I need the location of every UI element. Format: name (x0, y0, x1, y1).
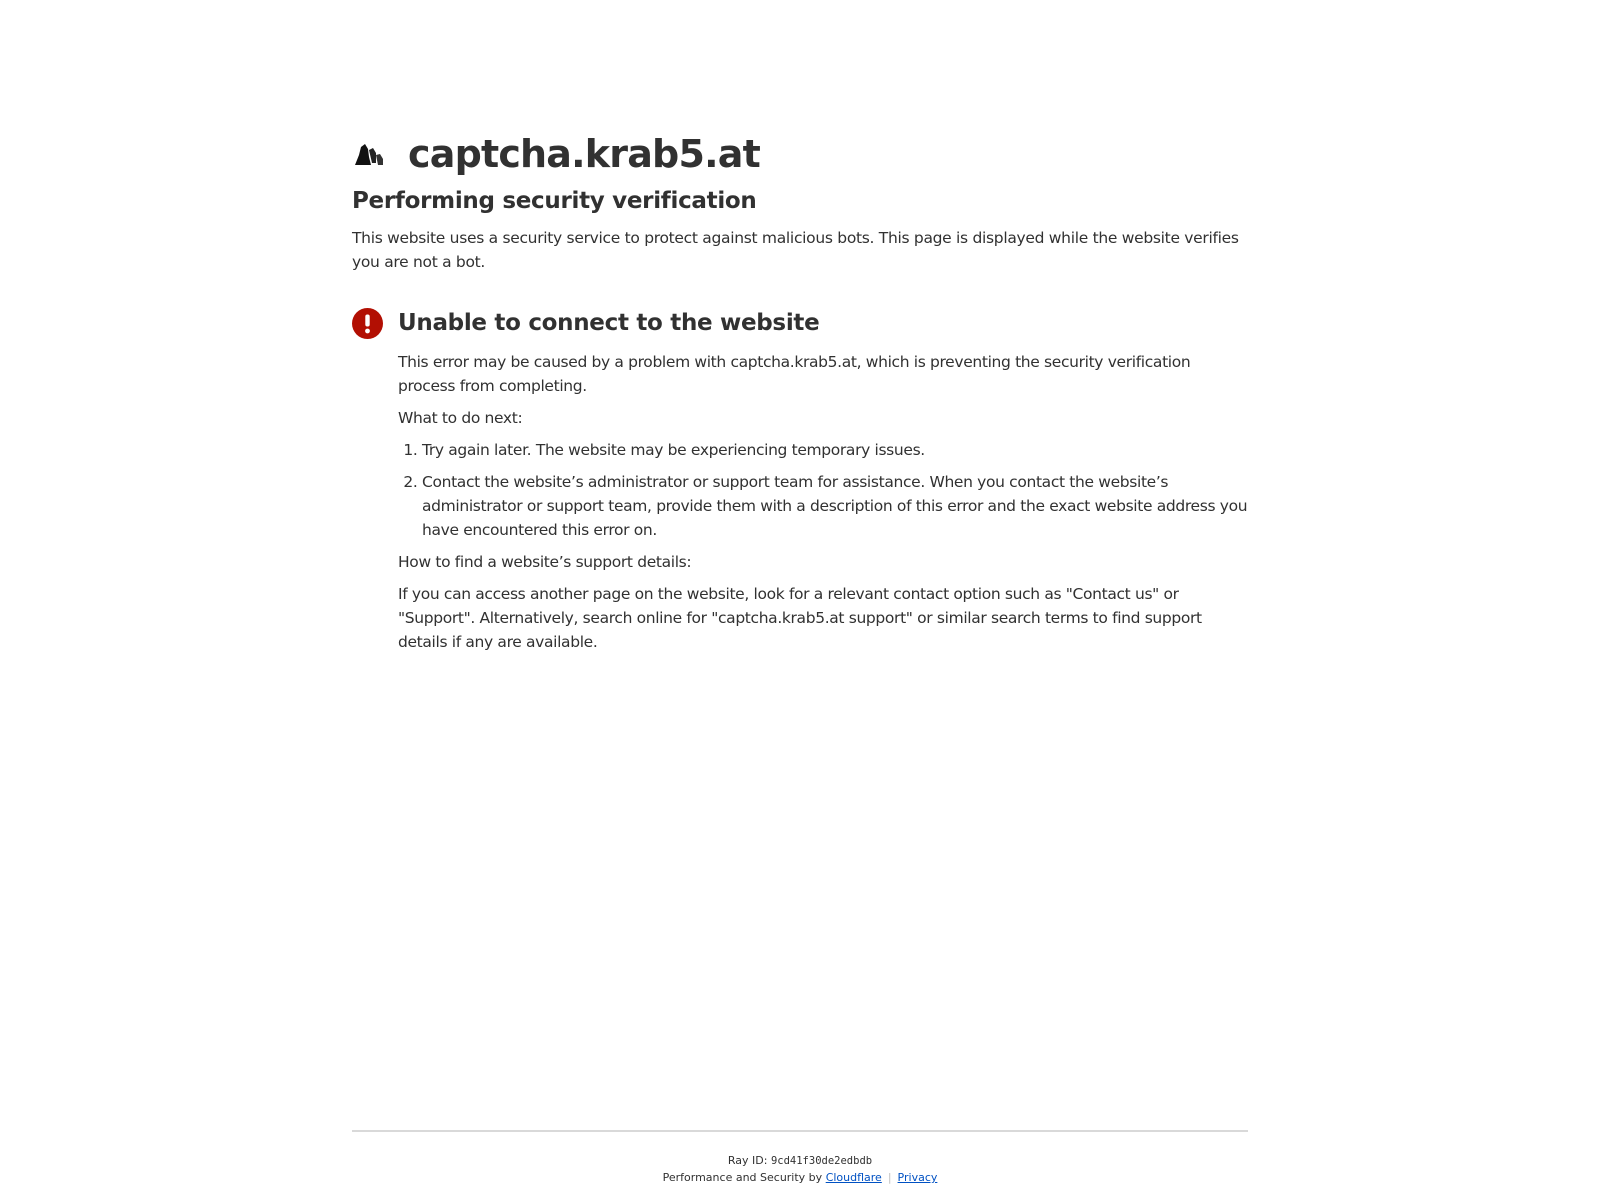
ray-id (352, 1154, 1248, 1167)
footer-separator: | (887, 1171, 892, 1184)
footer (352, 1130, 1248, 1184)
privacy-link[interactable]: Privacy (897, 1171, 938, 1184)
exclamation-circle-icon (352, 308, 383, 339)
performance-text: Performance and Security by (662, 1171, 826, 1184)
support-text: If you can access another page on the website, look for a relevant contact option such as "Contact us" or "Support". Alternatively, search online for "captcha.krab5.at support" or similar search terms to find support details if any are available. (398, 585, 1202, 651)
error-description: This error may be caused by a problem with captcha.krab5.at, which is preventing the security verification process from completing. (398, 353, 1191, 395)
cloudflare-link[interactable]: Cloudflare (825, 1171, 882, 1184)
lead-text: This website uses a security service to protect against malicious bots. This page is displayed while the website verifies you are not a bot. (352, 229, 1239, 271)
ray-id-value: 9cd41f30de2edbdb (770, 1155, 873, 1167)
performance-line (352, 1171, 1248, 1184)
next-steps-heading: What to do next: (398, 409, 523, 427)
support-heading: How to find a website’s support details: (398, 553, 692, 571)
next-steps-list (398, 438, 1248, 542)
list-item: 1. Try again later. The website may be experiencing temporary issues. (422, 438, 1248, 462)
main-content (352, 128, 1248, 654)
page-subtitle: Performing security verification (352, 188, 757, 214)
list-item: 2. Contact the website’s administrator or support team for assistance. When you contact the website’s administrator or support team, provide them with a description of this error and the exact website address you have encountered this error on. (422, 470, 1248, 542)
error-section (352, 306, 1248, 654)
error-title: Unable to connect to the website (398, 310, 820, 336)
site-title: captcha.krab5.at (408, 132, 760, 176)
site-header (352, 128, 1248, 180)
site-favicon-icon (352, 139, 386, 169)
ray-label: Ray ID: (727, 1154, 771, 1167)
